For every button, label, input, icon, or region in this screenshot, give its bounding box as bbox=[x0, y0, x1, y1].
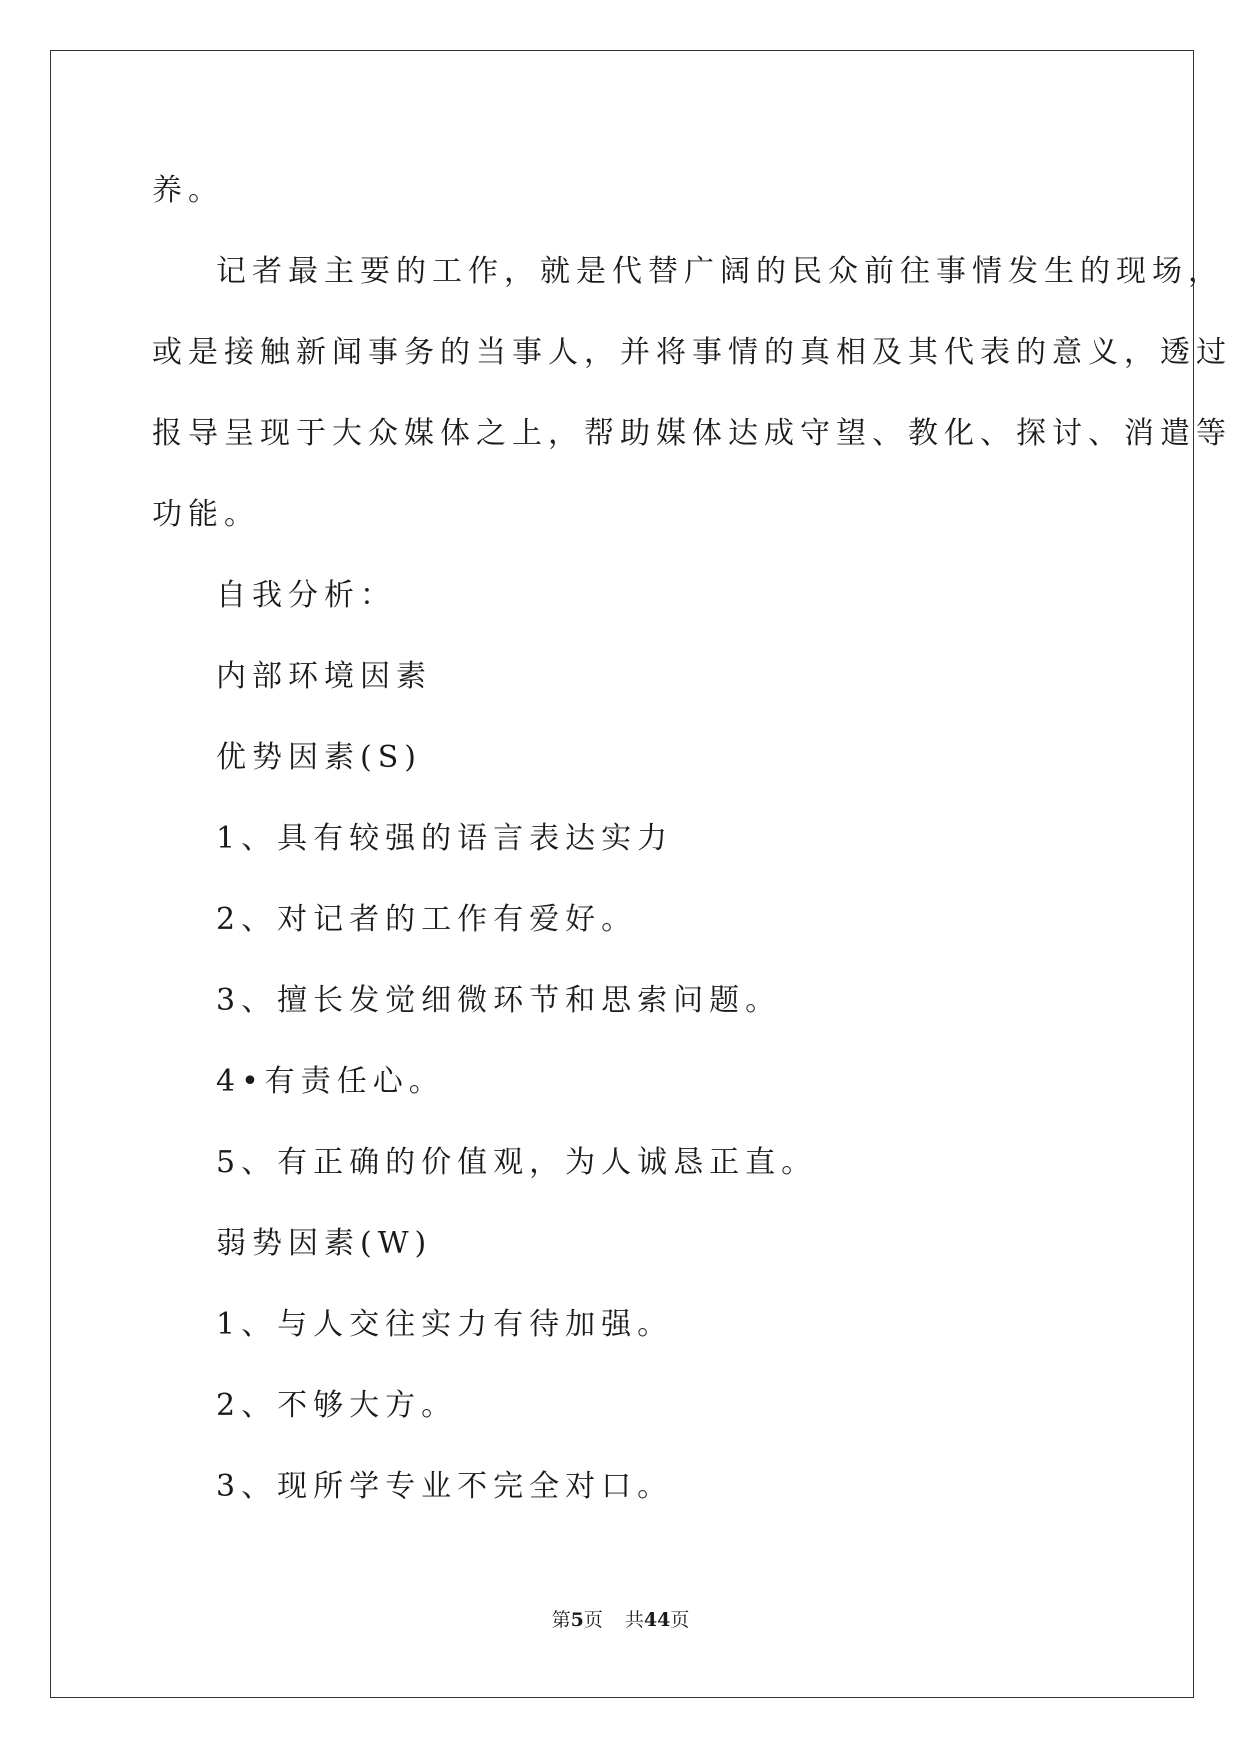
current-page-number: 5 bbox=[570, 1609, 584, 1631]
total-pages-number: 44 bbox=[643, 1609, 671, 1631]
subsection-heading: 弱势因素(W) bbox=[216, 1226, 433, 1261]
list-item: 4•有责任心。 bbox=[216, 1064, 445, 1099]
subsection-heading: 优势因素(S) bbox=[216, 740, 422, 775]
footer-total-prefix: 共 bbox=[624, 1609, 644, 1631]
list-item: 3、擅长发觉细微环节和思索问题。 bbox=[216, 983, 782, 1018]
footer-prefix: 第 bbox=[551, 1609, 571, 1631]
footer-total-suffix: 页 bbox=[670, 1609, 690, 1631]
list-item: 1、具有较强的语言表达实力 bbox=[216, 821, 674, 856]
paragraph-line: 或是接触新闻事务的当事人，并将事情的真相及其代表的意义，透过 bbox=[152, 335, 1232, 370]
paragraph-line: 养。 bbox=[152, 173, 224, 208]
section-heading: 内部环境因素 bbox=[216, 659, 432, 694]
list-item: 2、不够大方。 bbox=[216, 1388, 458, 1423]
list-item: 5、有正确的价值观，为人诚恳正直。 bbox=[216, 1145, 818, 1180]
list-item: 2、对记者的工作有爱好。 bbox=[216, 902, 638, 937]
list-item: 1、与人交往实力有待加强。 bbox=[216, 1307, 674, 1342]
page-footer bbox=[0, 1607, 1241, 1633]
footer-page-suffix: 页 bbox=[583, 1609, 603, 1631]
paragraph-line: 记者最主要的工作，就是代替广阔的民众前往事情发生的现场， bbox=[216, 254, 1224, 289]
page-border bbox=[50, 50, 1194, 1698]
list-item: 3、现所学专业不完全对口。 bbox=[216, 1469, 674, 1504]
paragraph-line: 报导呈现于大众媒体之上，帮助媒体达成守望、教化、探讨、消遣等 bbox=[152, 416, 1232, 451]
paragraph-line: 功能。 bbox=[152, 497, 260, 532]
section-heading: 自我分析： bbox=[216, 578, 396, 613]
